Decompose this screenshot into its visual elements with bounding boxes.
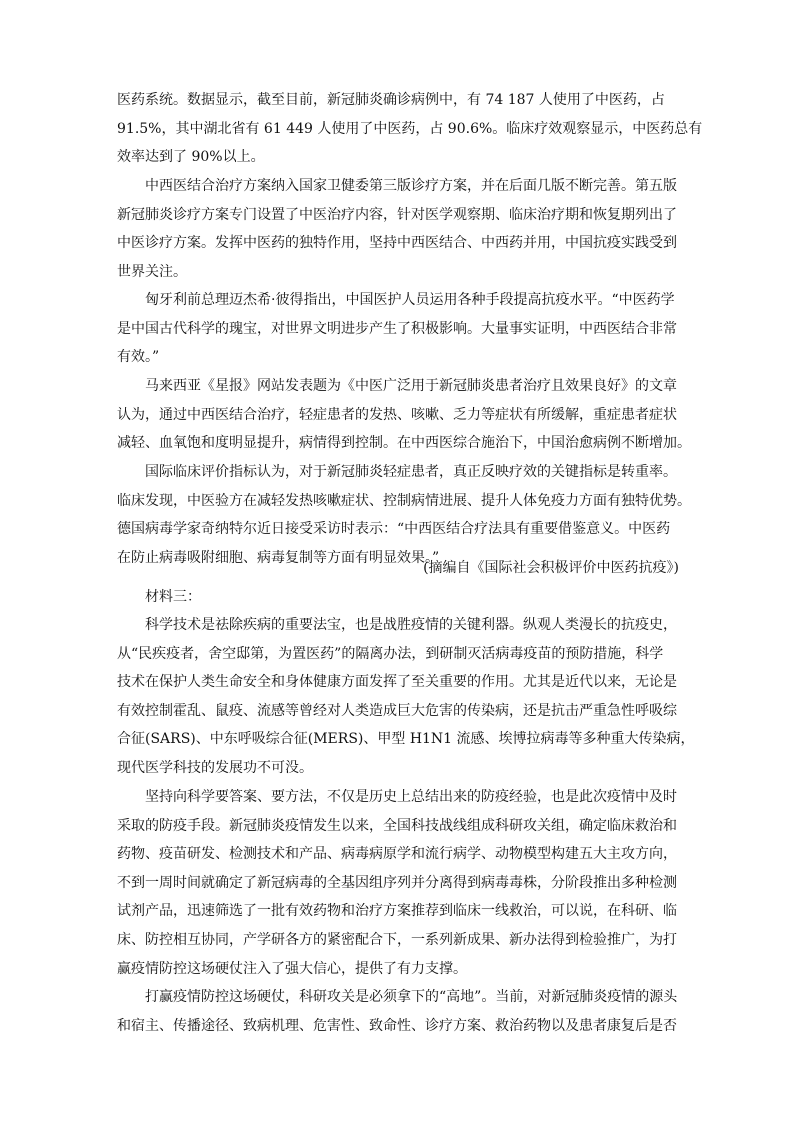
text-line: 临床发现，中医验方在减轻发热咳嗽症状、控制病情进展、提升人体免疫力方面有独特优势。 <box>117 492 691 509</box>
text-line: 德国病毒学家奇纳特尔近日接受采访时表示：“中西医结合疗法具有重要借鉴意义。中医药 <box>117 521 671 538</box>
text-line: 现代医学科技的发展功不可没。 <box>117 759 313 776</box>
paragraph-7 <box>117 783 679 983</box>
text-line: 有效控制霍乱、鼠疫、流感等曾经对人类造成巨大危害的传染病，还是抗击严重急性呼吸综 <box>117 702 677 719</box>
paragraph-8 <box>117 983 679 1040</box>
text-line: 采取的防疫手段。新冠肺炎疫情发生以来，全国科技战线组成科研攻关组，确定临床救治和 <box>117 817 677 834</box>
text-line: 国际临床评价指标认为，对于新冠肺炎轻症患者，真正反映疗效的关键指标是转重率。 <box>145 464 677 480</box>
text-line: 科学技术是祛除疾病的重要法宝，也是战胜疫情的关键利器。纵观人类漫长的抗疫史， <box>145 617 677 633</box>
source-citation <box>117 554 679 583</box>
text-line: 赢疫情防控这场硬仗注入了强大信心，提供了有力支撑。 <box>117 960 467 977</box>
text-line: 医药系统。数据显示，截至目前，新冠肺炎确诊病例中，有 74 187 人使用了中医药，占 <box>117 92 665 108</box>
text-line: 是中国古代科学的瑰宝，对世界文明进步产生了积极影响。大量事实证明，中西医结合非常 <box>117 320 677 337</box>
text-line: 新冠肺炎诊疗方案专门设置了中医治疗内容，针对医学观察期、临床治疗期和恢复期列出了 <box>117 206 677 223</box>
text-line: 中西医结合治疗方案纳入国家卫健委第三版诊疗方案，并在后面几版不断完善。第五版 <box>145 178 677 194</box>
paragraph-2 <box>117 172 679 286</box>
text-line: 在防止病毒吸附细胞、病毒复制等方面有明显效果。” <box>117 549 440 566</box>
text-line: 认为，通过中西医结合治疗，轻症患者的发热、咳嗽、乏力等症状有所缓解，重症患者症状 <box>117 406 677 423</box>
text-line: 91.5%，其中湖北省有 61 449 人使用了中医药，占 90.6%。临床疗效观察显示，中医药总有 <box>117 120 703 137</box>
text-line: 效率达到了 90%以上。 <box>117 149 265 166</box>
material-label: 材料三： <box>145 589 201 605</box>
text-line: 世界关注。 <box>117 263 187 280</box>
text-line: 有效。” <box>117 349 160 366</box>
text-line: 药物、疫苗研发、检测技术和产品、病毒病原学和流行病学、动物模型构建五大主攻方向， <box>117 846 677 863</box>
paragraph-1 <box>117 86 703 172</box>
text-line: 坚持向科学要答案、要方法，不仅是历史上总结出来的防疫经验，也是此次疫情中及时 <box>145 789 677 805</box>
text-line: 不到一周时间就确定了新冠病毒的全基因组序列并分离得到病毒毒株，分阶段推出多种检测 <box>117 874 677 891</box>
text-line: 床、防控相互协同，产学研各方的紧密配合下，一系列新成果、新办法得到检验推广，为打 <box>117 931 677 948</box>
text-line: 合征(SARS)、中东呼吸综合征(MERS)、甲型 H1N1 流感、埃博拉病毒等多种重大传染病， <box>117 731 695 748</box>
section-label <box>117 583 679 612</box>
text-line: 试剂产品，迅速筛选了一批有效药物和治疗方案推荐到临床一线救治，可以说，在科研、临 <box>117 903 677 920</box>
paragraph-6 <box>117 611 695 783</box>
text-line: 马来西亚《星报》网站发表题为《中医广泛用于新冠肺炎患者治疗且效果良好》的文章 <box>145 378 677 394</box>
paragraph-4 <box>117 372 691 458</box>
text-line: 技术在保护人类生命安全和身体健康方面发挥了至关重要的作用。尤其是近代以来，无论是 <box>117 674 677 691</box>
text-line: 减轻、血氧饱和度明显提升，病情得到控制。在中西医综合施治下，中国治愈病例不断增加。 <box>117 435 691 452</box>
text-line: 从“民疾疫者，舍空邸第，为置医药”的隔离办法，到研制灭活病毒疫苗的预防措施，科学 <box>117 645 664 662</box>
citation-text: (摘编自《国际社会积极评价中医药抗疫》) <box>423 560 679 576</box>
text-line: 匈牙利前总理迈杰希·彼得指出，中国医护人员运用各种手段提高抗疫水平。“中医药学 <box>145 292 675 308</box>
text-line: 和宿主、传播途径、致病机理、危害性、致命性、诊疗方案、救治药物以及患者康复后是否 <box>117 1017 677 1034</box>
text-line: 打赢疫情防控这场硬仗，科研攻关是必须拿下的“高地”。当前，对新冠肺炎疫情的源头 <box>145 989 678 1005</box>
paragraph-3 <box>117 286 679 372</box>
text-line: 中医诊疗方案。发挥中医药的独特作用，坚持中西医结合、中西药并用，中国抗疫实践受到 <box>117 235 677 252</box>
